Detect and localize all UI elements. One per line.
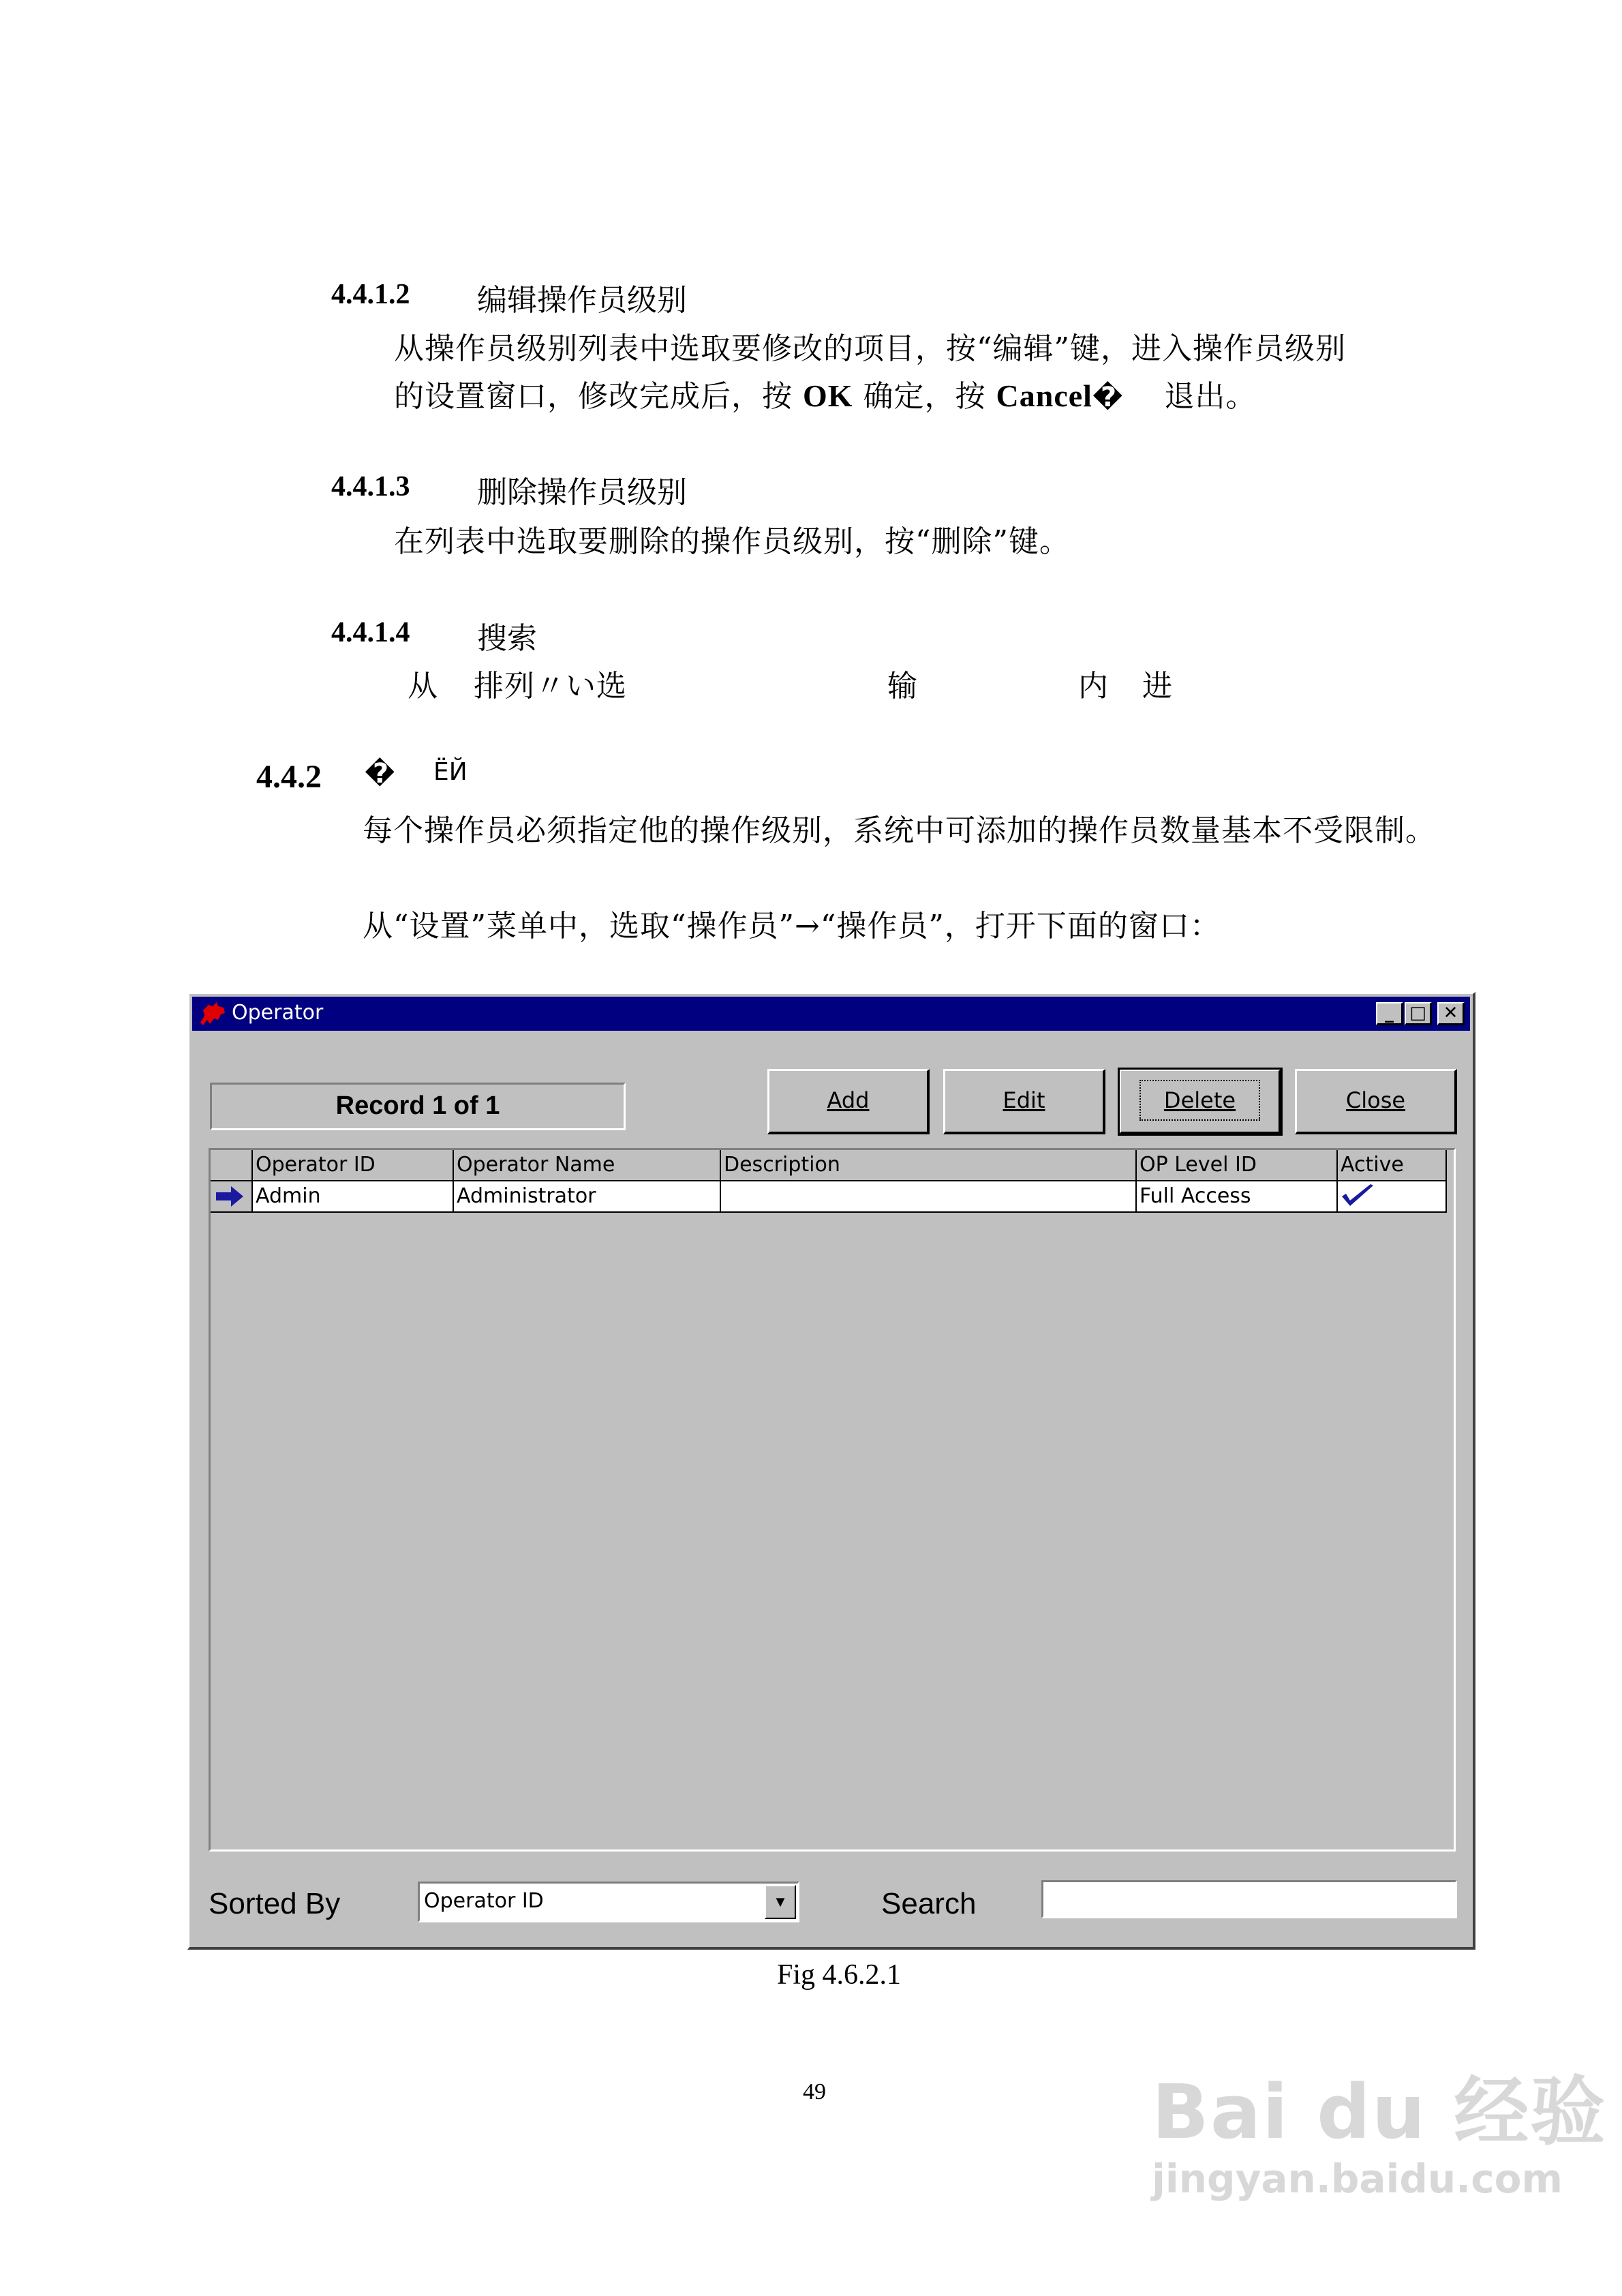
section-number-4-4-1-4: 4.4.1.4 bbox=[331, 617, 410, 648]
checkmark-icon bbox=[1339, 1183, 1377, 1210]
add-button-label: Add bbox=[827, 1087, 870, 1113]
delete-button-label: Delete bbox=[1139, 1080, 1260, 1121]
sorted-by-select[interactable] bbox=[418, 1882, 799, 1922]
section-number-4-4-1-2: 4.4.1.2 bbox=[331, 279, 410, 310]
delete-button[interactable] bbox=[1119, 1069, 1281, 1134]
page-number: 49 bbox=[803, 2079, 826, 2104]
window-title: Operator bbox=[232, 1001, 324, 1025]
close-button-label: Close bbox=[1345, 1087, 1406, 1113]
paragraph-delete: 在列表中选取要删除的操作员级别，按“删除”键。 bbox=[394, 524, 1070, 559]
garbled-glyph: � bbox=[365, 758, 395, 789]
paragraph-search-a: 从 bbox=[408, 669, 438, 704]
paragraph-operator-menu: 从“设置”菜单中，选取“操作员”→“操作员”，打开下面的窗口： bbox=[363, 909, 1221, 943]
row-indicator-cell bbox=[211, 1181, 253, 1213]
text-segment: 的设置窗口，修改完成后，按 bbox=[394, 379, 803, 414]
text-segment: 确定，按 bbox=[853, 379, 996, 414]
section-title-search: 搜索 bbox=[477, 621, 537, 656]
sorted-by-label: Sorted By bbox=[209, 1887, 341, 1920]
current-row-arrow-icon bbox=[213, 1183, 246, 1210]
cell-active[interactable] bbox=[1338, 1181, 1447, 1213]
watermark-sub: jingyan.baidu.com bbox=[1152, 2156, 1563, 2202]
add-button[interactable] bbox=[767, 1069, 930, 1134]
paragraph-search-b: 排列〃い选 bbox=[474, 669, 627, 704]
cancel-keyword: Cancel bbox=[996, 378, 1092, 413]
section-title-delete-level: 删除操作员级别 bbox=[477, 475, 687, 510]
cell-op-level-id[interactable]: Full Access bbox=[1137, 1181, 1338, 1213]
column-header-active[interactable]: Active bbox=[1338, 1150, 1447, 1181]
edit-button-label: Edit bbox=[1003, 1087, 1045, 1113]
close-window-button[interactable]: ✕ bbox=[1437, 1002, 1465, 1025]
header-indicator-cell bbox=[211, 1150, 253, 1181]
search-input[interactable] bbox=[1041, 1880, 1457, 1918]
paragraph-edit-line2 bbox=[394, 372, 1257, 415]
paragraph-edit-line1: 从操作员级别列表中选取要修改的项目，按“编辑”键，进入操作员级别 bbox=[394, 331, 1346, 366]
minimize-button[interactable]: _ bbox=[1376, 1002, 1403, 1025]
maximize-button[interactable]: □ bbox=[1405, 1002, 1432, 1025]
operator-window bbox=[187, 992, 1475, 1950]
cell-operator-name[interactable]: Administrator bbox=[454, 1181, 721, 1213]
record-indicator: Record 1 of 1 bbox=[210, 1083, 626, 1130]
section-number-4-4-1-3: 4.4.1.3 bbox=[331, 471, 410, 502]
cell-description[interactable] bbox=[721, 1181, 1137, 1213]
sorted-by-value: Operator ID bbox=[424, 1889, 544, 1913]
search-label: Search bbox=[881, 1887, 977, 1920]
column-header-operator-name[interactable]: Operator Name bbox=[454, 1150, 721, 1181]
close-button[interactable] bbox=[1295, 1069, 1457, 1134]
section-number-4-4-2: 4.4.2 bbox=[256, 759, 322, 795]
cell-operator-id[interactable]: Admin bbox=[253, 1181, 454, 1213]
horse-icon bbox=[198, 999, 228, 1028]
paragraph-operator-intro: 每个操作员必须指定他的操作级别，系统中可添加的操作员数量基本不受限制。 bbox=[363, 813, 1436, 848]
ok-keyword: OK bbox=[803, 378, 853, 413]
operator-grid[interactable] bbox=[209, 1148, 1456, 1852]
edit-button[interactable] bbox=[943, 1069, 1105, 1134]
paragraph-search-c: 输 bbox=[887, 669, 918, 704]
garbled-glyph: ЁЙ bbox=[433, 758, 468, 786]
text-segment: 退出。 bbox=[1164, 379, 1257, 414]
paragraph-search-d: 内 bbox=[1078, 669, 1109, 704]
garbled-glyph: � bbox=[1092, 382, 1124, 413]
figure-caption: Fig 4.6.2.1 bbox=[777, 1959, 902, 1991]
dropdown-arrow-icon[interactable]: ▼ bbox=[765, 1885, 796, 1919]
title-bar[interactable] bbox=[192, 997, 1470, 1031]
column-header-description[interactable]: Description bbox=[721, 1150, 1137, 1181]
paragraph-search-e: 进 bbox=[1142, 669, 1173, 704]
baidu-watermark bbox=[1152, 2052, 1606, 2202]
column-header-operator-id[interactable]: Operator ID bbox=[253, 1150, 454, 1181]
section-title-edit-level: 编辑操作员级别 bbox=[477, 283, 687, 318]
column-header-op-level-id[interactable]: OP Level ID bbox=[1137, 1150, 1338, 1181]
watermark-main: Bai du 经验 bbox=[1152, 2068, 1607, 2156]
